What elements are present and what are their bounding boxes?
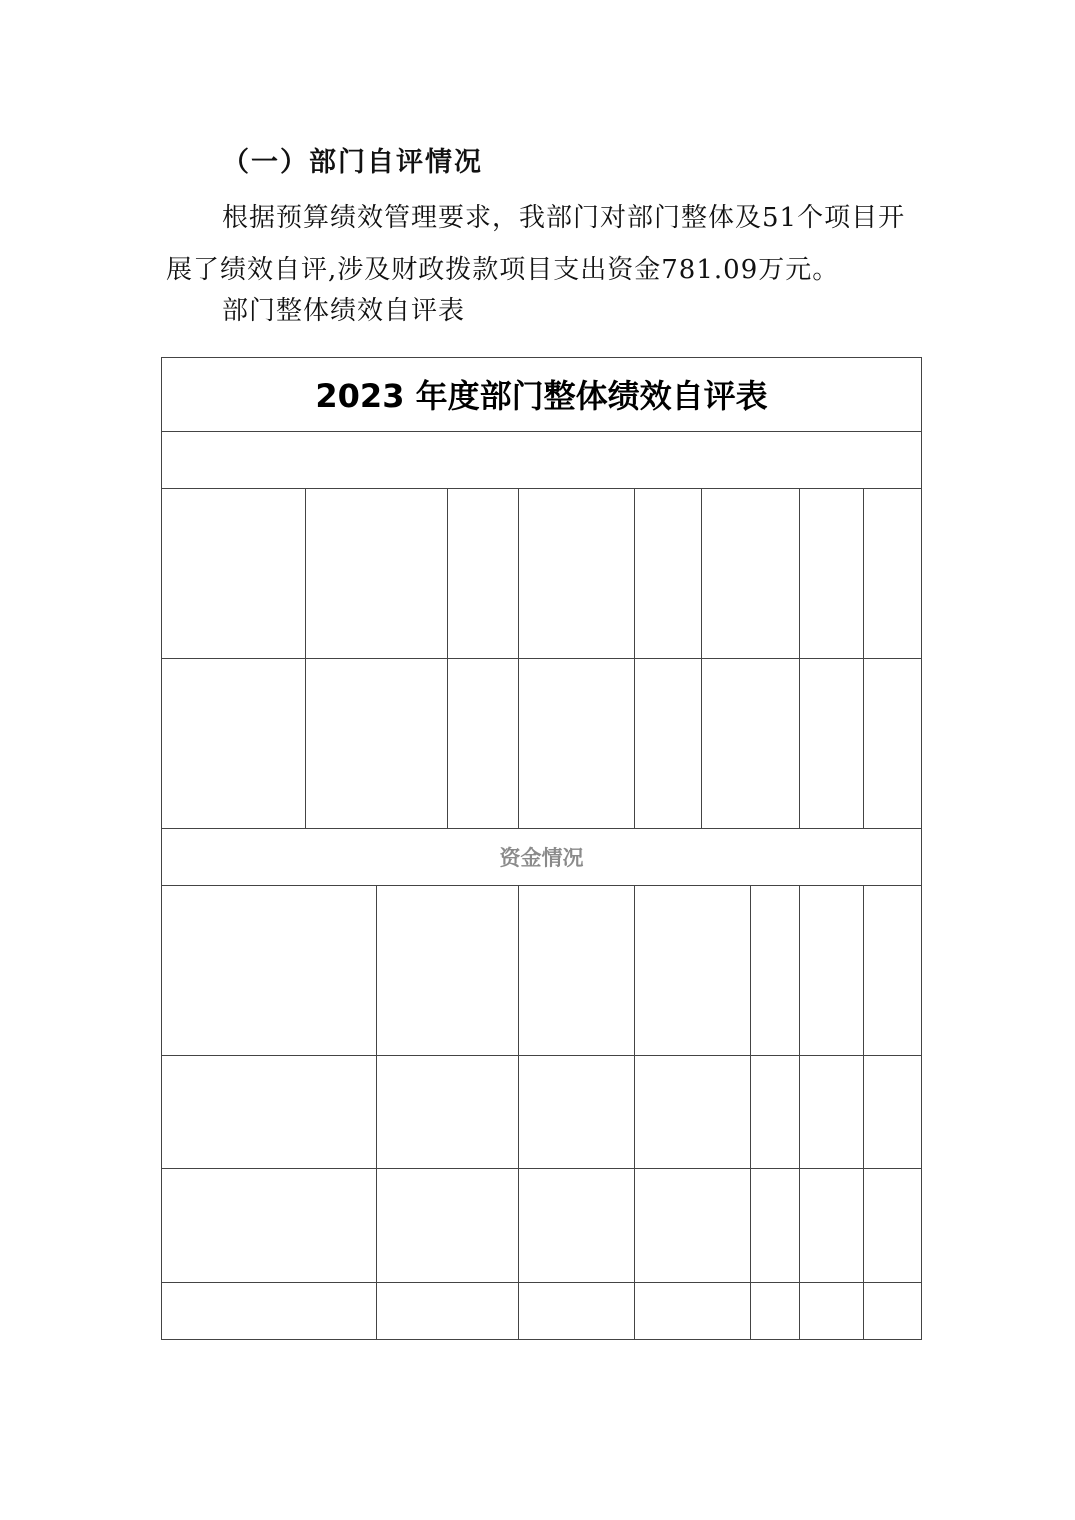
table-caption: 部门整体绩效自评表 [222,296,466,326]
intro-paragraph: 根据预算绩效管理要求，我部门对部门整体及51个项目开展了绩效自评,涉及财政拨款项目支出资金781.09万元。 [166,203,906,285]
section-heading: （一）部门自评情况 [222,147,483,178]
table-title: 2023 年度部门整体绩效自评表 [315,377,768,415]
funding-section-label: 资金情况 [499,845,584,870]
